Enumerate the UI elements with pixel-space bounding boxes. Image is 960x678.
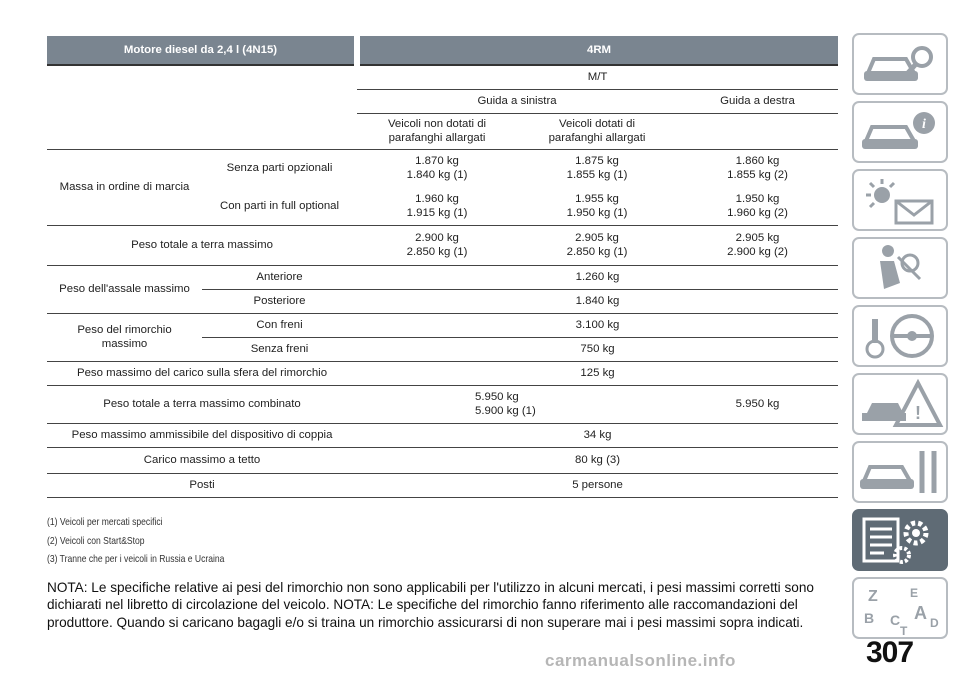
table-row	[47, 361, 838, 385]
seats-label: Posti	[47, 473, 357, 497]
with-fenders-label: Veicoli dotati di parafanghi allargati	[517, 113, 677, 149]
axle-label: Peso dell'assale massimo	[47, 265, 202, 313]
footnote-2: (2) Veicoli con Start&Stop	[47, 536, 145, 547]
svg-text:C: C	[890, 612, 901, 628]
value-cell: 1.870 kg 1.840 kg (1)	[406, 155, 468, 182]
steering-key-icon	[854, 307, 946, 365]
svg-text:A: A	[914, 603, 927, 623]
value-cell: 1.260 kg	[357, 265, 838, 289]
table-row	[47, 149, 838, 187]
roof-label: Carico massimo a tetto	[47, 447, 357, 473]
value-cell: 1.950 kg 1.960 kg (2)	[677, 187, 838, 225]
watermark: carmanualsonline.info	[545, 651, 736, 670]
footnote-1: (1) Veicoli per mercati specifici	[47, 517, 163, 528]
ball-load-label: Peso massimo del carico sulla sfera del rimorchio	[47, 361, 357, 385]
value-cell: 80 kg (3)	[357, 447, 838, 473]
value-cell: 2.905 kg 2.900 kg (2)	[677, 225, 838, 265]
tab-car-tools[interactable]	[852, 441, 948, 503]
value-cell: 34 kg	[357, 423, 838, 447]
tab-alphabetical-index[interactable]	[852, 577, 948, 639]
alphabet-index-icon	[854, 579, 946, 637]
table-header-row	[47, 36, 838, 65]
tab-car-info[interactable]	[852, 101, 948, 163]
no-fenders-label: Veicoli non dotati di parafanghi allargati	[357, 113, 517, 149]
svg-text:Z: Z	[868, 588, 878, 605]
tab-warning-triangle[interactable]	[852, 373, 948, 435]
value-cell: 5.950 kg 5.900 kg (1)	[357, 385, 677, 423]
gvw-label: Peso totale a terra massimo	[47, 225, 357, 265]
seat-airbag-icon	[854, 239, 946, 297]
trailer-label: Peso del rimorchio massimo	[47, 313, 202, 361]
car-info-icon	[854, 103, 946, 161]
dashboard-lights-icon	[854, 171, 946, 229]
value-cell: 1.960 kg 1.915 kg (1)	[357, 187, 517, 225]
full-options-label: Con parti in full optional	[202, 187, 357, 225]
drive-left-label: Guida a sinistra	[357, 89, 677, 113]
no-options-label: Senza parti opzionali	[226, 162, 333, 175]
value-cell: 1.840 kg	[357, 289, 838, 313]
coupling-label: Peso massimo ammissibile del dispositivo di coppia	[47, 423, 357, 447]
value-cell: 2.900 kg 2.850 kg (1)	[357, 225, 517, 265]
tab-steering-key[interactable]	[852, 305, 948, 367]
mass-label: Massa in ordine di marcia	[47, 149, 202, 225]
svg-text:D: D	[930, 616, 939, 630]
value-cell: 3.100 kg	[357, 313, 838, 337]
unbraked-label: Senza freni	[202, 337, 357, 361]
rear-label: Posteriore	[202, 289, 357, 313]
empty-cell	[47, 65, 357, 149]
table-row	[47, 423, 838, 447]
svg-text:!: !	[915, 403, 921, 423]
tab-dashboard-lights[interactable]	[852, 169, 948, 231]
tab-car-search[interactable]	[852, 33, 948, 95]
value-cell: 1.860 kg 1.855 kg (2)	[727, 155, 788, 182]
header-engine: Motore diesel da 2,4 l (4N15)	[47, 36, 357, 65]
page-number: 307	[866, 636, 914, 669]
tab-technical-specs[interactable]	[852, 509, 948, 571]
svg-text:E: E	[910, 586, 919, 600]
front-label: Anteriore	[202, 265, 357, 289]
transmission-label: M/T	[357, 65, 838, 89]
value-cell: 1.875 kg 1.855 kg (1)	[566, 155, 628, 182]
note-paragraph: NOTA: Le specifiche relative ai pesi del rimorchio non sono applicabili per l'utilizzo in alcuni mercati, i pesi massimi corretti sono dichiarati nel libretto di circolazione del veicolo. NOTA: Le specifiche del rimorchio fanno riferimento alle raccomandazioni del produttore. Quando si caricano bagagli e/o si traina un rimorchio assicurarsi di non superare mai i pesi massimi sopra indicati.	[47, 580, 814, 630]
svg-text:B: B	[864, 610, 875, 626]
braked-label: Con freni	[202, 313, 357, 337]
value-cell: 2.905 kg 2.850 kg (1)	[517, 225, 677, 265]
svg-text:i: i	[922, 117, 926, 132]
header-4wd: 4RM	[357, 36, 838, 65]
value-cell: 5.950 kg	[677, 385, 838, 423]
car-search-icon	[854, 35, 946, 93]
table-row	[47, 473, 838, 497]
table-row	[47, 313, 838, 337]
table-row	[47, 265, 838, 289]
value-cell: 1.955 kg 1.950 kg (1)	[517, 187, 677, 225]
svg-text:T: T	[900, 624, 908, 637]
warning-triangle-icon	[854, 375, 946, 433]
table-row	[47, 447, 838, 473]
value-cell: 5 persone	[357, 473, 838, 497]
footnote-3: (3) Tranne che per i veicoli in Russia e Ucraina	[47, 554, 225, 565]
specs-gears-icon	[854, 511, 946, 569]
empty-cell	[677, 113, 838, 149]
tab-seat-airbag[interactable]	[852, 237, 948, 299]
value-cell: 125 kg	[357, 361, 838, 385]
car-tools-icon	[854, 443, 946, 501]
table-row	[47, 65, 838, 89]
table-row	[47, 225, 838, 265]
gcw-label: Peso totale a terra massimo combinato	[47, 385, 357, 423]
table-row	[47, 385, 838, 423]
drive-right-label: Guida a destra	[677, 89, 838, 113]
weights-table	[47, 36, 838, 498]
value-cell: 750 kg	[357, 337, 838, 361]
